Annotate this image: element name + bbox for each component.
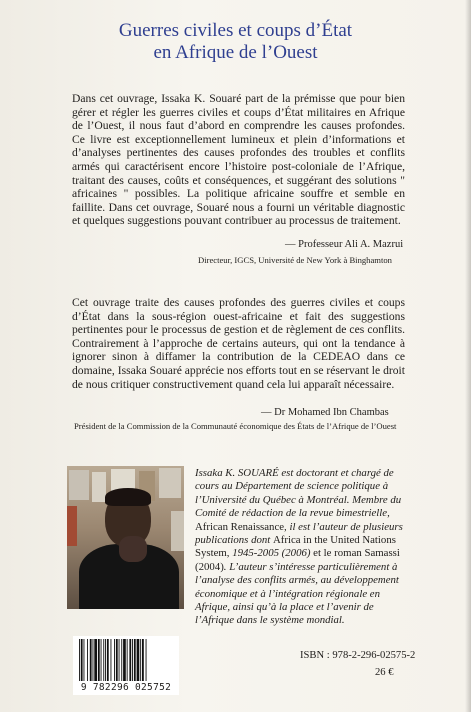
bio-book-2: roman Samassi (2004) <box>195 547 400 573</box>
price: 26 € <box>375 667 394 678</box>
review-mazrui-author: — Professeur Ali A. Mazrui <box>285 239 404 250</box>
book-title-line-1: Guerres civiles et coups d’État <box>118 20 353 41</box>
author-biography <box>195 467 405 628</box>
review-chambas-author: — Dr Mohamed Ibn Chambas <box>261 407 389 418</box>
review-chambas-affiliation: Président de la Commission de la Communauté économique des États de l’Afrique de l’Ouest <box>74 421 397 431</box>
isbn: ISBN : 978-2-296-02575-2 <box>300 650 416 661</box>
bio-journal: bimestrielle, <box>336 507 390 520</box>
book-title-line-2: en Afrique de l’Ouest <box>153 42 318 63</box>
review-mazrui-text: Dans cet ouvrage, Issaka K. Souaré part de la prémisse que pour bien gérer et régler les guerres civiles et coups d’État militaires en Afrique de l’Ouest, il nous faut d’abord en comprendre les causes profondes. Ce livre est exceptionnellement lumineux et plein d’informations et d’analyses pertinentes des causes profondes des troubles et conflits armés qui caractérisent encore l’histoire post-coloniale de l’Afrique, traitant des causes, coûts et conséquences, et suggérant des solutions " africaines " possibles. La politique africaine souffre et semble en faillite. Dans cet ouvrage, Souaré nous a fourni un véritable diagnostic et quelques suggestions pouvant contribuer au processus de traitement. <box>72 92 405 228</box>
bio-part-2: , il est l’auteur de plusieurs publications dont <box>195 520 403 547</box>
bio-book-1-years: 1945-2005 (2006) <box>232 547 311 560</box>
bio-journal-name: African Renaissance <box>195 520 285 533</box>
barcode-bars <box>79 639 173 681</box>
bio-part-3: et le <box>310 547 335 560</box>
bio-part-1: est doctorant et chargé de cours au Département de science politique à l’Université du Québec à Montréal. Membre du Comité de rédaction de la revue <box>195 467 402 520</box>
book-title <box>0 20 471 64</box>
bio-part-4: . L’auteur s’intéresse particulièrement à l’analyse des conflits armés, au développement économique et à l’intégration régionale en Afrique, ainsi qu’à la place et l’avenir de l’Afrique dans le système mondial. <box>195 560 399 627</box>
author-name: Issaka K. SOUARÉ <box>195 467 279 479</box>
review-mazrui-affiliation: Directeur, IGCS, Université de New York à Binghamton <box>198 255 392 265</box>
ean-barcode <box>73 636 179 695</box>
review-chambas-text: Cet ouvrage traite des causes profondes des guerres civiles et coups d’État dans la sous-région ouest-africaine et fait des suggestions pertinentes pour le processus de gestion et de règlement de ces conflits. Contrairement à l’approche de certains auteurs, qui ont la tendance à ignorer sinon à diffamer la contribution de la CEDEAO dans ce domaine, Issaka Souaré apprécie nos efforts tout en se réservant le droit de nous critiquer constructivement quand cela lui apparaît nécessaire. <box>72 296 405 391</box>
barcode-number: 9 782296 025752 <box>80 682 172 693</box>
bio-book-1: Africa in the United Nations System, <box>195 534 396 560</box>
author-photo <box>67 466 184 609</box>
cover-edge-shadow <box>465 0 471 712</box>
